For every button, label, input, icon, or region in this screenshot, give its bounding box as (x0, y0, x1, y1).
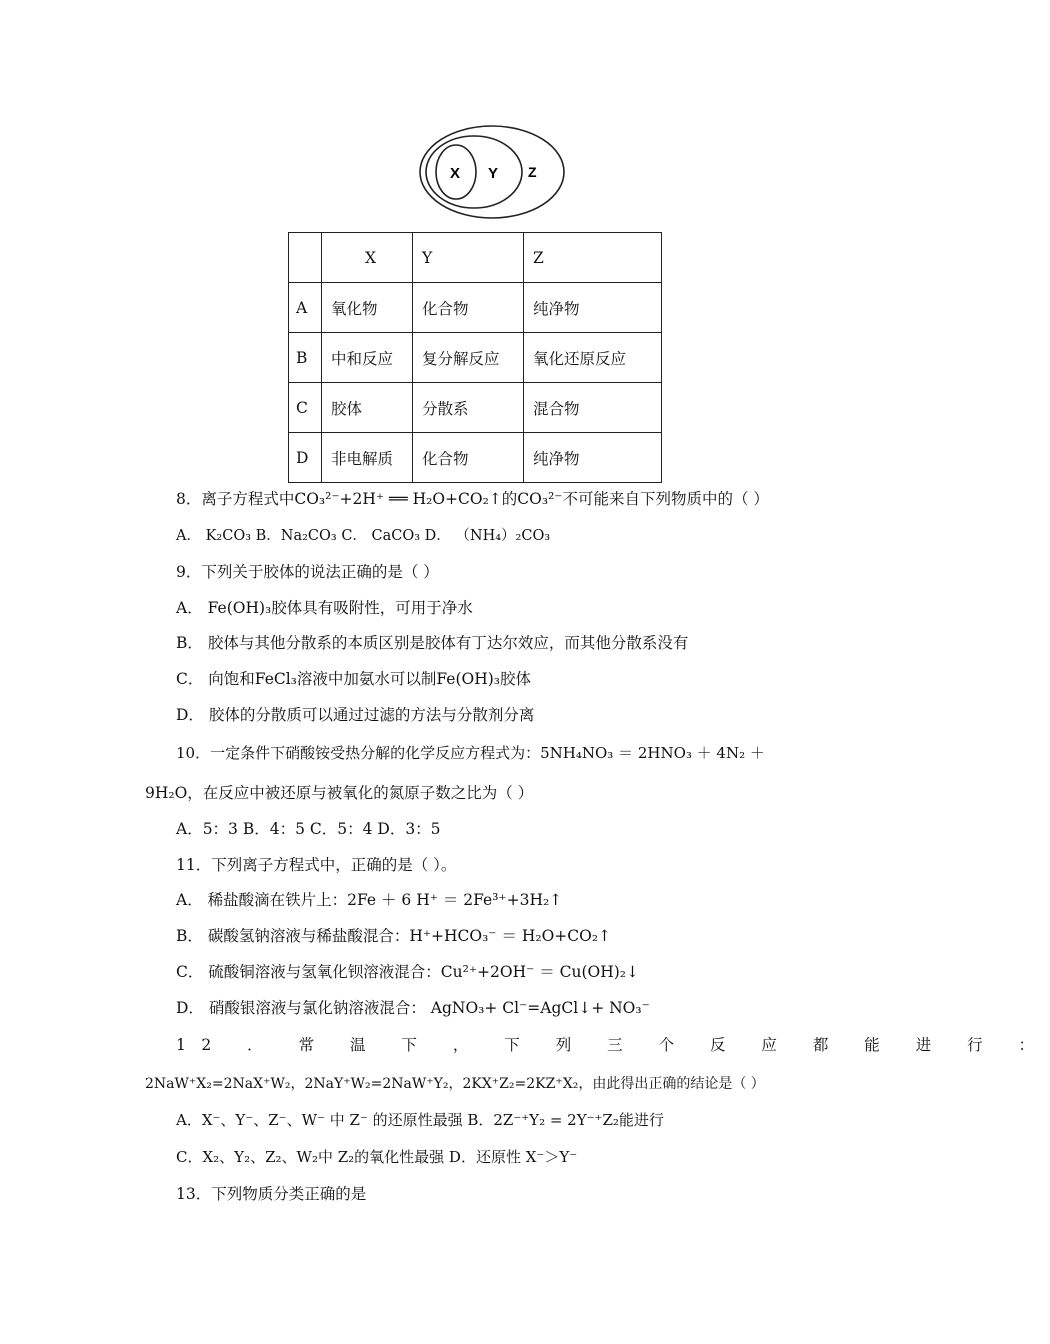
question-11-stem: 11．下列离子方程式中，正确的是（ ）。 (176, 856, 457, 874)
question-13-stem: 13．下列物质分类正确的是 (176, 1185, 367, 1203)
table-header-x: X (322, 233, 413, 283)
table-cell: 化合物 (413, 283, 524, 333)
question-11-option-d: D． 硝酸银溶液与氯化钠溶液混合： AgNO₃+ Cl⁻=AgCl↓+ NO₃⁻ (176, 999, 650, 1017)
question-12-stem-line-1: 12 ． 常 温 下 ， 下 列 三 个 反 应 都 能 进 行 ： (176, 1036, 1050, 1054)
table-cell: 混合物 (524, 383, 662, 433)
question-8-stem: 8．离子方程式中CO₃²⁻+2H⁺ ══ H₂O+CO₂↑的CO₃²⁻不可能来自下列物质中的（ ） (176, 490, 769, 508)
set-z-label: Z (528, 164, 537, 180)
question-11-option-b: B． 碳酸氢钠溶液与稀盐酸混合：H⁺+HCO₃⁻ ＝ H₂O+CO₂↑ (176, 927, 612, 945)
table-header-y: Y (413, 233, 524, 283)
table-cell: A (289, 283, 322, 333)
table-cell: 复分解反应 (413, 333, 524, 383)
classification-table (288, 232, 662, 483)
table-cell: 中和反应 (322, 333, 413, 383)
question-12-options-cd: C．X₂、Y₂、Z₂、W₂中 Z₂的氧化性最强 D．还原性 X⁻＞Y⁻ (176, 1148, 578, 1166)
set-y-ellipse (426, 136, 522, 208)
question-10-options: A．5：3 B．4：5 C．5：4 D．3：5 (176, 820, 441, 838)
table-cell: 化合物 (413, 433, 524, 483)
table-header-z: Z (524, 233, 662, 283)
question-9-option-b: B． 胶体与其他分散系的本质区别是胶体有丁达尔效应，而其他分散系没有 (176, 634, 689, 652)
nested-set-diagram (418, 124, 568, 222)
table-row (289, 283, 662, 333)
set-y-label: Y (488, 165, 499, 182)
table-row (289, 383, 662, 433)
table-row (289, 433, 662, 483)
question-12-stem-line-2: 2NaW⁺X₂=2NaX⁺W₂，2NaY⁺W₂=2NaW⁺Y₂，2KX⁺Z₂=2KZ⁺X₂，由此得出正确的结论是（ ） (145, 1076, 765, 1092)
set-x-label: X (450, 165, 461, 182)
question-9-option-a: A． Fe(OH)₃胶体具有吸附性，可用于净水 (176, 599, 473, 617)
table-row (289, 333, 662, 383)
table-cell: 纯净物 (524, 433, 662, 483)
table-cell: 纯净物 (524, 283, 662, 333)
question-10-stem-line-1: 10．一定条件下硝酸铵受热分解的化学反应方程式为：5NH₄NO₃ ＝ 2HNO₃ ＋ 4N₂ ＋ (176, 744, 765, 762)
question-9-stem: 9．下列关于胶体的说法正确的是（ ） (176, 563, 439, 581)
table-cell: 氧化物 (322, 283, 413, 333)
question-9-option-c: C． 向饱和FeCl₃溶液中加氨水可以制Fe(OH)₃胶体 (176, 670, 532, 688)
question-12-options-ab: A．X⁻、Y⁻、Z⁻、W⁻ 中 Z⁻ 的还原性最强 B．2Z⁻⁺Y₂ = 2Y⁻⁺Z₂能进行 (176, 1111, 664, 1129)
table-cell: 胶体 (322, 383, 413, 433)
table-cell: B (289, 333, 322, 383)
table-cell: 非电解质 (322, 433, 413, 483)
question-8-options: A． K₂CO₃ B．Na₂CO₃ C． CaCO₃ D． （NH₄）₂CO₃ (176, 528, 551, 544)
table-cell: C (289, 383, 322, 433)
table-cell: 分散系 (413, 383, 524, 433)
table-cell: D (289, 433, 322, 483)
question-11-option-a: A． 稀盐酸滴在铁片上：2Fe ＋ 6 H⁺ ＝ 2Fe³⁺+3H₂↑ (176, 891, 563, 909)
table-cell (289, 233, 322, 283)
table-header-row (289, 233, 662, 283)
question-9-option-d: D． 胶体的分散质可以通过过滤的方法与分散剂分离 (176, 706, 535, 724)
question-11-option-c: C． 硫酸铜溶液与氢氧化钡溶液混合：Cu²⁺+2OH⁻ ＝ Cu(OH)₂↓ (176, 963, 639, 981)
table-cell: 氧化还原反应 (524, 333, 662, 383)
question-10-stem-line-2: 9H₂O，在反应中被还原与被氧化的氮原子数之比为（ ） (145, 784, 534, 802)
